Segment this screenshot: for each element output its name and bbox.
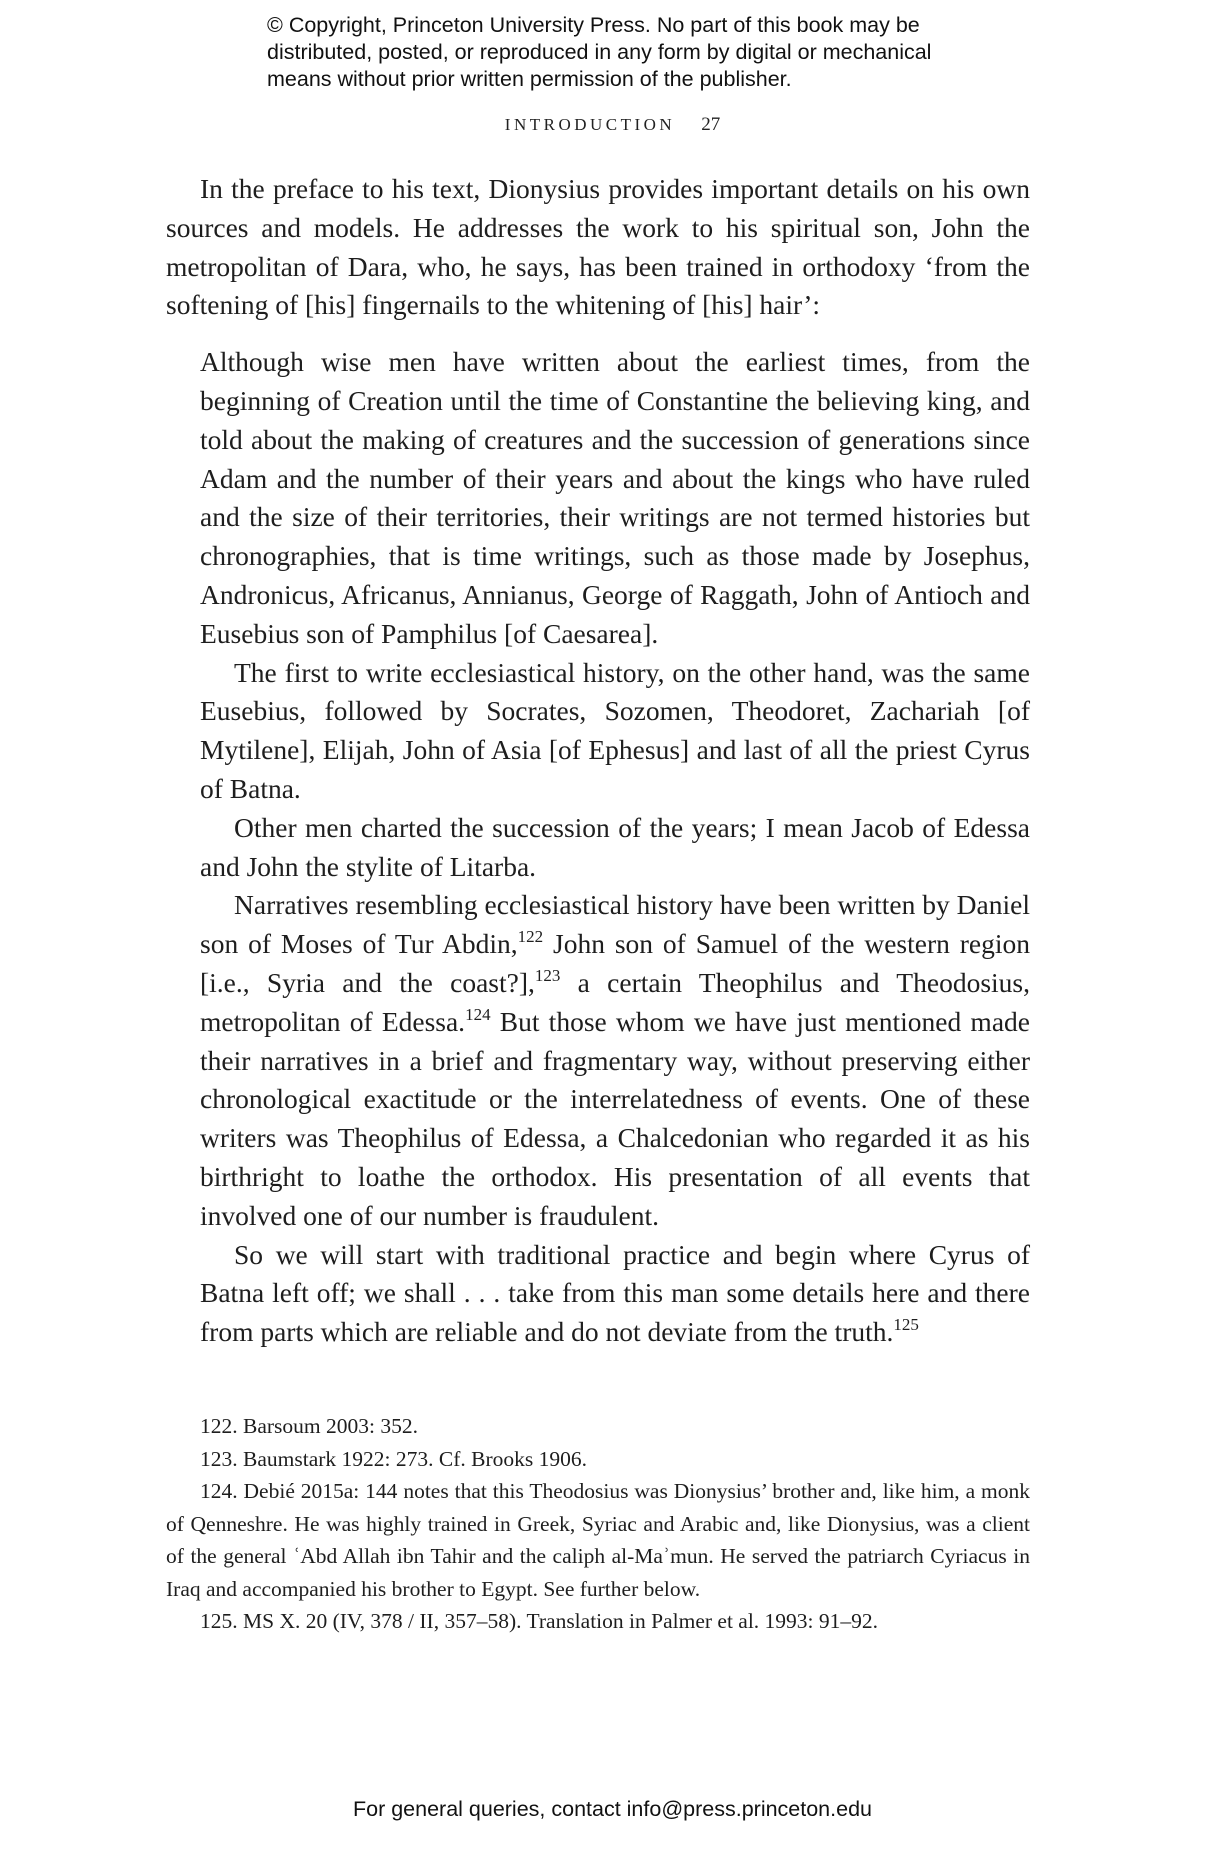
quote-text: So we will start with traditional practice and begin where Cyrus of Batna left off; we shall . . . take from this man some details here and there from parts which are reliable and do not deviate from the truth. bbox=[200, 1238, 1030, 1348]
quote-paragraph-5 bbox=[200, 1236, 1030, 1352]
page-number: 27 bbox=[701, 114, 721, 135]
quote-text: a certain Theophilus and Theodosius, metropolitan of Edessa. bbox=[200, 966, 1030, 1037]
copyright-line: distributed, posted, or reproduced in any form by digital or mechanical bbox=[267, 40, 932, 64]
footnote-125: 125. MS X. 20 (IV, 378 / II, 357–58). Translation in Palmer et al. 1993: 91–92. bbox=[200, 1609, 879, 1633]
copyright-notice bbox=[267, 12, 1027, 93]
quote-paragraph-2: The first to write ecclesiastical history, on the other hand, was the same Eusebius, followed by Socrates, Sozomen, Theodoret, Zachariah [of Mytilene], Elijah, John of Asia [of Ephesus] and last of all the priest Cyrus of Batna. bbox=[200, 656, 1030, 804]
quote-text: Narratives resembling ecclesiastical history have been written by Daniel son of Moses of Tur Abdin, bbox=[200, 889, 1030, 960]
footnote-ref[interactable]: 124 bbox=[465, 1004, 491, 1024]
copyright-line: © Copyright, Princeton University Press. No part of this book may be bbox=[267, 13, 920, 37]
block-quote bbox=[200, 343, 1030, 1352]
footnote-124: 124. Debié 2015a: 144 notes that this Theodosius was Dionysius’ brother and, like him, a monk of Qenneshre. He was highly trained in Greek, Syriac and Arabic and, like Dionysius, was a client of the general ʿAbd Allah ibn Tahir and the caliph al-Maʾmun. He served the patriarch Cyriacus in Iraq and accompanied his brother to Egypt. See further below. bbox=[166, 1479, 1030, 1601]
running-head bbox=[0, 114, 1225, 136]
footnote-ref[interactable]: 123 bbox=[534, 965, 561, 985]
quote-text: John son of Samuel of the western region [i.e., Syria and the coast?], bbox=[200, 928, 1031, 998]
intro-paragraph: In the preface to his text, Dionysius provides important details on his own sources and models. He addresses the work to his spiritual son, John the metropolitan of Dara, who, he says, has been trained in orthodoxy ‘from the softening of [his] fingernails to the whitening of [his] hair’: bbox=[166, 173, 1030, 321]
quote-paragraph-4 bbox=[200, 886, 1030, 1235]
footer-contact: For general queries, contact info@press.princeton.edu bbox=[352, 1797, 872, 1821]
footnote-ref[interactable]: 122 bbox=[517, 927, 544, 947]
quote-paragraph-3: Other men charted the succession of the years; I mean Jacob of Edessa and John the stylite of Litarba. bbox=[200, 811, 1030, 882]
running-head-title: INTRODUCTION bbox=[504, 115, 676, 134]
footnote-123: 123. Baumstark 1922: 273. Cf. Brooks 1906. bbox=[200, 1446, 587, 1471]
quote-paragraph-1: Although wise men have written about the earliest times, from the beginning of Creation until the time of Constantine the believing king, and told about the making of creatures and the succession of generations since Adam and the number of their years and about the kings who have ruled and the size of their territories, their writings are not termed histories but chronographies, that is time writings, such as those made by Josephus, Andronicus, Africanus, Annianus, George of Raggath, John of Antioch and Eusebius son of Pamphilus [of Caesarea]. bbox=[200, 346, 1030, 649]
copyright-line: means without prior written permission of the publisher. bbox=[267, 67, 792, 91]
main-text bbox=[166, 170, 1030, 1352]
footnote-ref[interactable]: 125 bbox=[893, 1315, 919, 1335]
footnotes bbox=[166, 1410, 1030, 1638]
footnote-122: 122. Barsoum 2003: 352. bbox=[200, 1414, 418, 1438]
quote-text: But those whom we have just mentioned made their narratives in a brief and fragmentary way, without preserving either chronological exactitude or the interrelatedness of events. One of these writers was Theophilus of Edessa, a Chalcedonian who regarded it as his birthright to loathe the orthodox. His presentation of all events that involved one of our number is fraudulent. bbox=[200, 1005, 1030, 1231]
